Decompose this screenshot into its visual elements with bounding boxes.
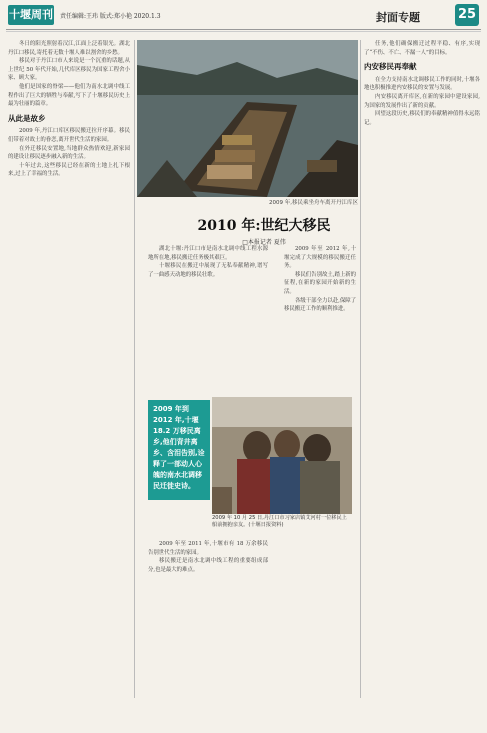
article-title: 2010 年:世纪大移民 xyxy=(197,218,331,234)
column-2-bottom xyxy=(148,540,268,733)
farewell-photo xyxy=(212,397,352,514)
paragraph: 十年过去,这些移民已经在新的土地上扎下根来,过上了幸福的生活。 xyxy=(8,162,130,178)
photo2-caption: 2009 年 10 月 25 日,丹江口市习家店镇艾河村一位移民上船前拥抱亲友。(十堰日报资料) xyxy=(212,515,347,528)
paragraph: 任务,他们确保搬迁过程平稳、有序,实现了“不伤、不亡、不漏一人”的目标。 xyxy=(364,41,480,56)
paragraph: 移民搬迁是南水北调中线工程的重要组成部分,也是最大的难点。 xyxy=(148,558,268,573)
paragraph: 移民对于丹江口市人来说是一个沉重的话题,从上世纪 50 年代开始,几代库区移民为国家工程舍小家、顾大家。 xyxy=(8,58,130,82)
page-number: 25 xyxy=(455,4,479,26)
section-title: 封面专题 xyxy=(376,11,420,24)
brand-label: 十堰周刊 xyxy=(8,5,54,25)
column-divider xyxy=(134,40,135,698)
article-byline: □本报记者 夏伟 xyxy=(242,239,286,246)
header-rule xyxy=(6,29,481,30)
paragraph: 各级干部全力以赴,保障了移民搬迁工作的顺利推进。 xyxy=(284,297,356,313)
paragraph: 移民们告别故土,踏上新的征程,在新的家园开始新的生活。 xyxy=(284,271,356,295)
photo1-caption: 2009 年,移民乘坐舟车离开丹江库区 xyxy=(269,200,358,206)
column-4 xyxy=(364,40,480,698)
column-divider xyxy=(360,40,361,698)
page-header xyxy=(0,0,487,30)
subheading: 从此是故乡 xyxy=(8,113,46,123)
paragraph: 在外迁移民安置地,当地群众热情欢迎,新家园的建设让移民逐步融入新的生活。 xyxy=(8,145,130,161)
subheading: 内安移民再奉献 xyxy=(364,62,417,72)
paragraph: 湖北十堰:丹江口市是南水北调中线工程水源地所在地,移民搬迁任务极其艰巨。 xyxy=(148,246,268,261)
paragraph: 2009 年至 2011 年,十堰市有 18 万余移民告别世代生活的家园。 xyxy=(148,541,268,556)
editor-meta: 责任编辑:王玮 版式:郑小艳 2020.1.3 xyxy=(60,13,161,20)
paragraph: 他们是国家的脊梁——他们为南水北调中线工程作出了巨大的牺牲与奉献,写下了十堰移民历史上最为壮丽的篇章。 xyxy=(8,83,130,108)
header-rule-secondary xyxy=(6,31,481,32)
farewell-image xyxy=(212,397,352,514)
paragraph: 冬日的阳光照射着汉江,江面上泛着银光。湖北丹江口移民,寄托着无数十堰人难以割舍的乡愁。 xyxy=(8,41,130,56)
paragraph: 十堰移民在搬迁中展现了无私奉献精神,谱写了一曲感天动地的移民壮歌。 xyxy=(148,263,268,278)
paragraph: 2009 年,丹江口库区移民搬迁拉开序幕。移民们带着对故土的眷恋,离开世代生活的家园。 xyxy=(8,128,130,143)
paragraph: 回望这段历史,移民们的奉献精神值得永远铭记。 xyxy=(364,111,480,126)
paragraph: 内安移民离开库区,在新的家园中建设家园,为国家的发展作出了新的贡献。 xyxy=(364,93,480,109)
river-boats-image xyxy=(137,40,358,197)
pull-quote: 2009 年到 2012 年,十堰 18.2 万移民离乡,他们背井离乡、含泪告别,诠释了一部动人心魄的南水北调移民迁徙史诗。 xyxy=(148,400,210,500)
paragraph: 在全力支持南水北调移民工作的同时,十堰各地也积极推进内安移民的安置与发展。 xyxy=(364,76,480,92)
paragraph: 2009 年至 2012 年,十堰完成了大规模的移民搬迁任务。 xyxy=(284,246,356,270)
river-boats-photo xyxy=(137,40,358,197)
column-1 xyxy=(8,40,130,698)
